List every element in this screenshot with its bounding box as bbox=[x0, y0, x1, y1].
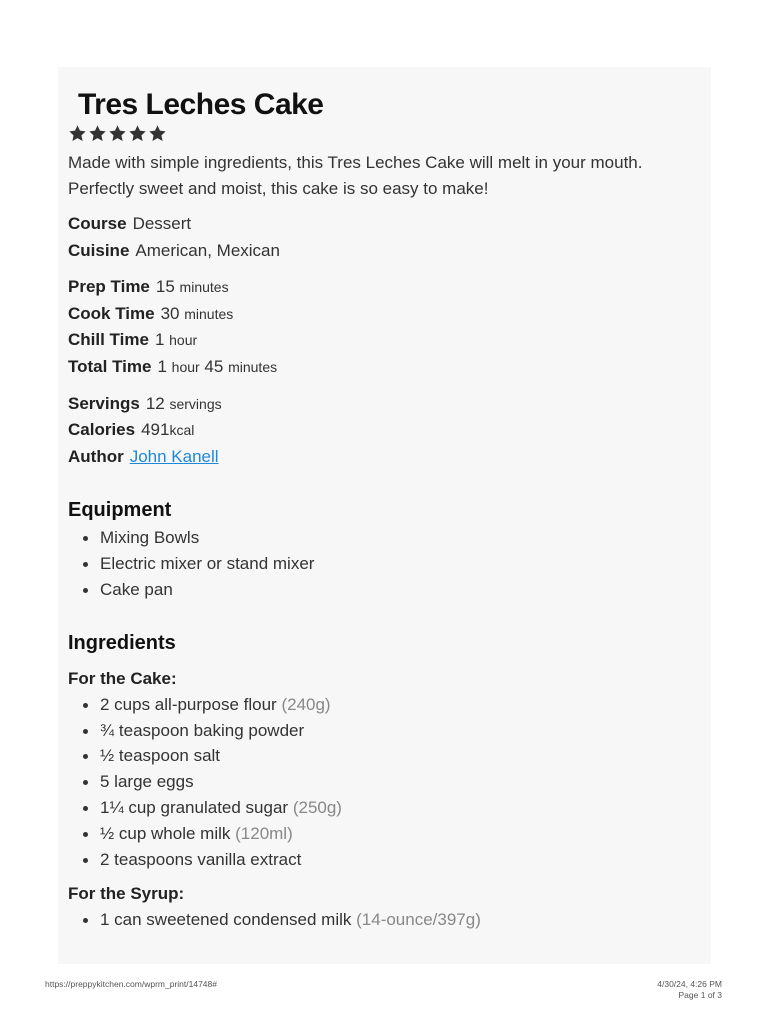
cook-time-row bbox=[68, 301, 701, 328]
author-label: Author bbox=[68, 446, 124, 466]
course-value: Dessert bbox=[132, 214, 192, 233]
ingredient-item bbox=[68, 743, 701, 769]
course-row bbox=[68, 211, 701, 238]
total-time-minutes: 45 bbox=[204, 356, 224, 376]
equipment-item: Cake pan bbox=[68, 577, 701, 603]
recipe-summary: Made with simple ingredients, this Tres Leches Cake will melt in your mouth. Perfectly sweet and moist, this cake is so easy to make! bbox=[68, 153, 643, 198]
footer-url: https://preppykitchen.com/wprm_print/14748# bbox=[45, 979, 217, 989]
prep-time-label: Prep Time bbox=[68, 277, 150, 297]
ingredient-text: ½ cup whole milk bbox=[100, 823, 231, 843]
author-row bbox=[68, 444, 701, 471]
ingredient-item bbox=[68, 795, 701, 821]
equipment-heading: Equipment bbox=[68, 499, 172, 522]
servings-unit: servings bbox=[169, 395, 222, 412]
footer-page-number: Page 1 of 3 bbox=[678, 990, 722, 1000]
ingredient-item bbox=[68, 821, 701, 847]
calories-label: Calories bbox=[68, 420, 136, 440]
calories-row bbox=[68, 417, 701, 444]
equipment-item: Mixing Bowls bbox=[68, 525, 701, 551]
ingredient-note: (240g) bbox=[281, 694, 331, 714]
cuisine-value: American, Mexican bbox=[135, 240, 280, 260]
equipment-list bbox=[68, 525, 701, 602]
calories-unit: kcal bbox=[169, 422, 195, 439]
ingredient-note: (120ml) bbox=[235, 823, 293, 843]
chill-time-label: Chill Time bbox=[68, 330, 149, 350]
ingredients-heading: Ingredients bbox=[68, 631, 176, 654]
total-time-hours-unit: hour bbox=[171, 358, 200, 375]
servings-label: Servings bbox=[68, 393, 140, 413]
cake-ingredients-list bbox=[68, 692, 701, 873]
total-time-hours: 1 bbox=[157, 356, 167, 376]
servings-row bbox=[68, 391, 701, 418]
equipment-item: Electric mixer or stand mixer bbox=[68, 551, 701, 577]
ingredient-text: 5 large eggs bbox=[100, 772, 194, 792]
star-icon bbox=[148, 124, 167, 143]
star-icon bbox=[68, 124, 87, 143]
prep-time-value: 15 bbox=[155, 277, 175, 297]
chill-time-unit: hour bbox=[169, 332, 198, 349]
star-icon bbox=[128, 124, 147, 143]
ingredient-text: ½ teaspoon salt bbox=[100, 746, 221, 766]
cook-time-value: 30 bbox=[160, 303, 180, 323]
ingredient-text: 2 cups all-purpose flour bbox=[100, 694, 277, 714]
syrup-ingredients-list bbox=[68, 907, 701, 933]
chill-time-row bbox=[68, 327, 701, 354]
course-label: Course bbox=[68, 214, 127, 233]
chill-time-value: 1 bbox=[154, 330, 165, 350]
ingredient-item bbox=[68, 907, 701, 933]
cake-ingredients-heading: For the Cake: bbox=[68, 668, 177, 688]
total-time-row bbox=[68, 354, 701, 381]
ingredient-text: ¾ teaspoon baking powder bbox=[100, 720, 305, 740]
cook-time-unit: minutes bbox=[184, 305, 234, 322]
ingredient-item bbox=[68, 718, 701, 744]
recipe-title: Tres Leches Cake bbox=[78, 88, 324, 121]
prep-time-unit: minutes bbox=[179, 279, 229, 296]
cook-time-label: Cook Time bbox=[68, 303, 155, 323]
ingredient-note: (14-ounce/397g) bbox=[356, 910, 481, 930]
ingredient-text: 1¼ cup granulated sugar bbox=[100, 797, 289, 817]
syrup-ingredients-heading: For the Syrup: bbox=[68, 884, 185, 904]
total-time-label: Total Time bbox=[68, 356, 152, 376]
ingredient-note: (250g) bbox=[292, 797, 342, 817]
ingredient-item bbox=[68, 769, 701, 795]
ingredient-text: 1 can sweetened condensed milk bbox=[100, 910, 352, 930]
servings-value: 12 bbox=[145, 393, 165, 413]
recipe-meta bbox=[68, 211, 701, 470]
prep-time-row bbox=[68, 274, 701, 301]
recipe-card bbox=[58, 67, 711, 964]
cuisine-row bbox=[68, 238, 701, 265]
footer-info bbox=[657, 979, 722, 1001]
rating-stars bbox=[68, 124, 701, 146]
ingredient-item bbox=[68, 692, 701, 718]
author-link[interactable]: John Kanell bbox=[129, 446, 219, 466]
cuisine-label: Cuisine bbox=[68, 240, 130, 260]
star-icon bbox=[88, 124, 107, 143]
footer-datetime: 4/30/24, 4:26 PM bbox=[657, 979, 722, 989]
total-time-minutes-unit: minutes bbox=[228, 358, 278, 375]
star-icon bbox=[108, 124, 127, 143]
ingredient-item bbox=[68, 847, 701, 873]
calories-value: 491 bbox=[141, 420, 170, 440]
ingredient-text: 2 teaspoons vanilla extract bbox=[100, 849, 302, 869]
